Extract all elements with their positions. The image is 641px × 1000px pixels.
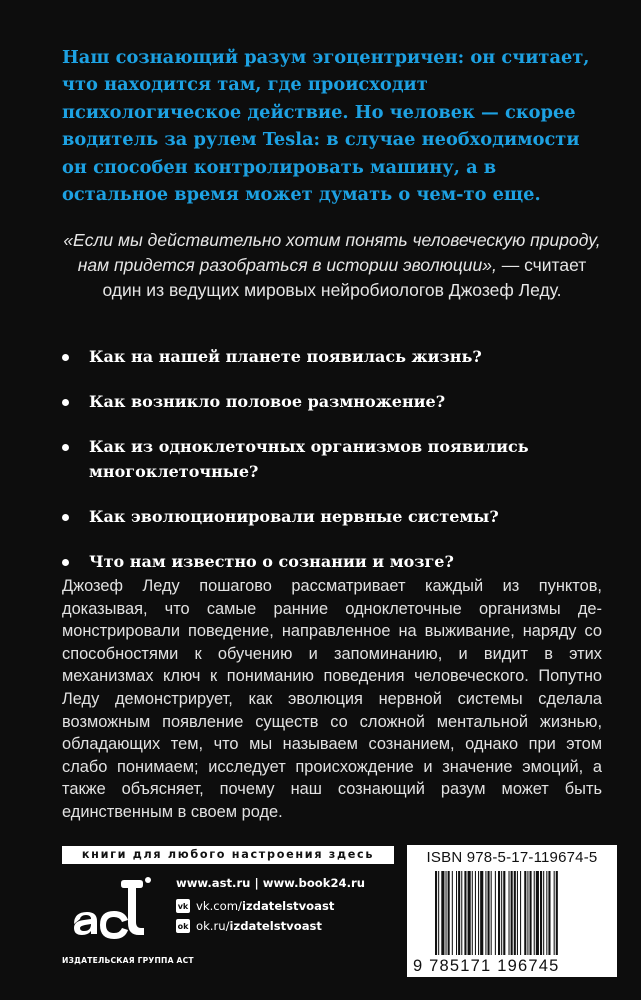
list-item [62, 344, 602, 369]
description-paragraph: Джозеф Леду пошагово рассматривает каждый из пунктов, доказывая, что самые ранние одноклеточные организмы демонстрировали поведение, направленное на выживание, наряду со способностями к обучению и запоминанию, и видит в этих механизмах ключ к пониманию поведения человеческого. Попутно Леду демонстрирует, как эволюция нервной системы сделала возможным появление существ со сложной ментальной жизнью, обладающих тем, что мы называем сознанием, однако при этом слабо понимаем; исследует происхождение и значение эмоций, а также объясняет, почему наш сознающий разум может быть единственным в своем роде. [62, 577, 602, 821]
question-text: Как на нашей планете появилась жизнь? [89, 347, 482, 366]
lead-paragraph: Наш сознающий разум эгоцентричен: он считает, что находится там, где происходит психологическое действие. Но человек — скорее водитель за рулем Tesla: в случае необходимости он способен контролировать машину, а в остальное время может думать о чем-то еще. [62, 47, 590, 206]
publisher-logo [66, 872, 154, 946]
question-text: Что нам известно о сознании и мозге? [89, 552, 454, 571]
barcode-digits: 9 785171 196745 [413, 957, 560, 975]
bullet-icon [62, 399, 69, 406]
vk-prefix: vk.com/ [196, 899, 242, 913]
isbn-barcode-box [407, 845, 617, 977]
ok-handle: izdatelstvoast [229, 919, 322, 933]
list-item [62, 504, 602, 529]
publisher-links [176, 876, 396, 939]
ok-link[interactable] [176, 919, 396, 933]
publisher-caption: ИЗДАТЕЛЬСКАЯ ГРУППА АСТ [62, 956, 194, 965]
vk-icon: vk [176, 899, 190, 913]
list-item [62, 389, 602, 414]
bullet-icon [62, 514, 69, 521]
isbn-label: ISBN 978-5-17-119674-5 [426, 849, 598, 866]
list-item [62, 549, 602, 574]
question-text: Как эволюционировали нервные системы? [89, 507, 499, 526]
vk-handle: izdatelstvoast [241, 899, 335, 913]
question-text: Как возникло половое размножение? [89, 392, 446, 411]
vk-link[interactable] [176, 899, 396, 913]
ok-icon: ok [176, 919, 190, 933]
barcode-icon [433, 871, 603, 955]
bullet-icon [62, 354, 69, 361]
quote-block [62, 228, 602, 303]
bullet-icon [62, 444, 69, 451]
bullet-icon [62, 559, 69, 566]
questions-list [62, 344, 602, 594]
tagline-banner: книги для любого настроения здесь [62, 846, 394, 864]
ok-prefix: ok.ru/ [196, 919, 230, 933]
list-item [62, 434, 602, 484]
question-text: Как из одноклеточных организмов появились многоклеточные? [89, 437, 529, 481]
quote-attribution: — считает один из ведущих мировых нейробиологов Джозеф Леду. [102, 255, 587, 300]
quote-text: «Если мы действительно хотим понять человеческую природу, нам придется разобраться в истории эволюции», [63, 230, 601, 275]
websites-link[interactable]: www.ast.ru | www.book24.ru [176, 876, 365, 890]
